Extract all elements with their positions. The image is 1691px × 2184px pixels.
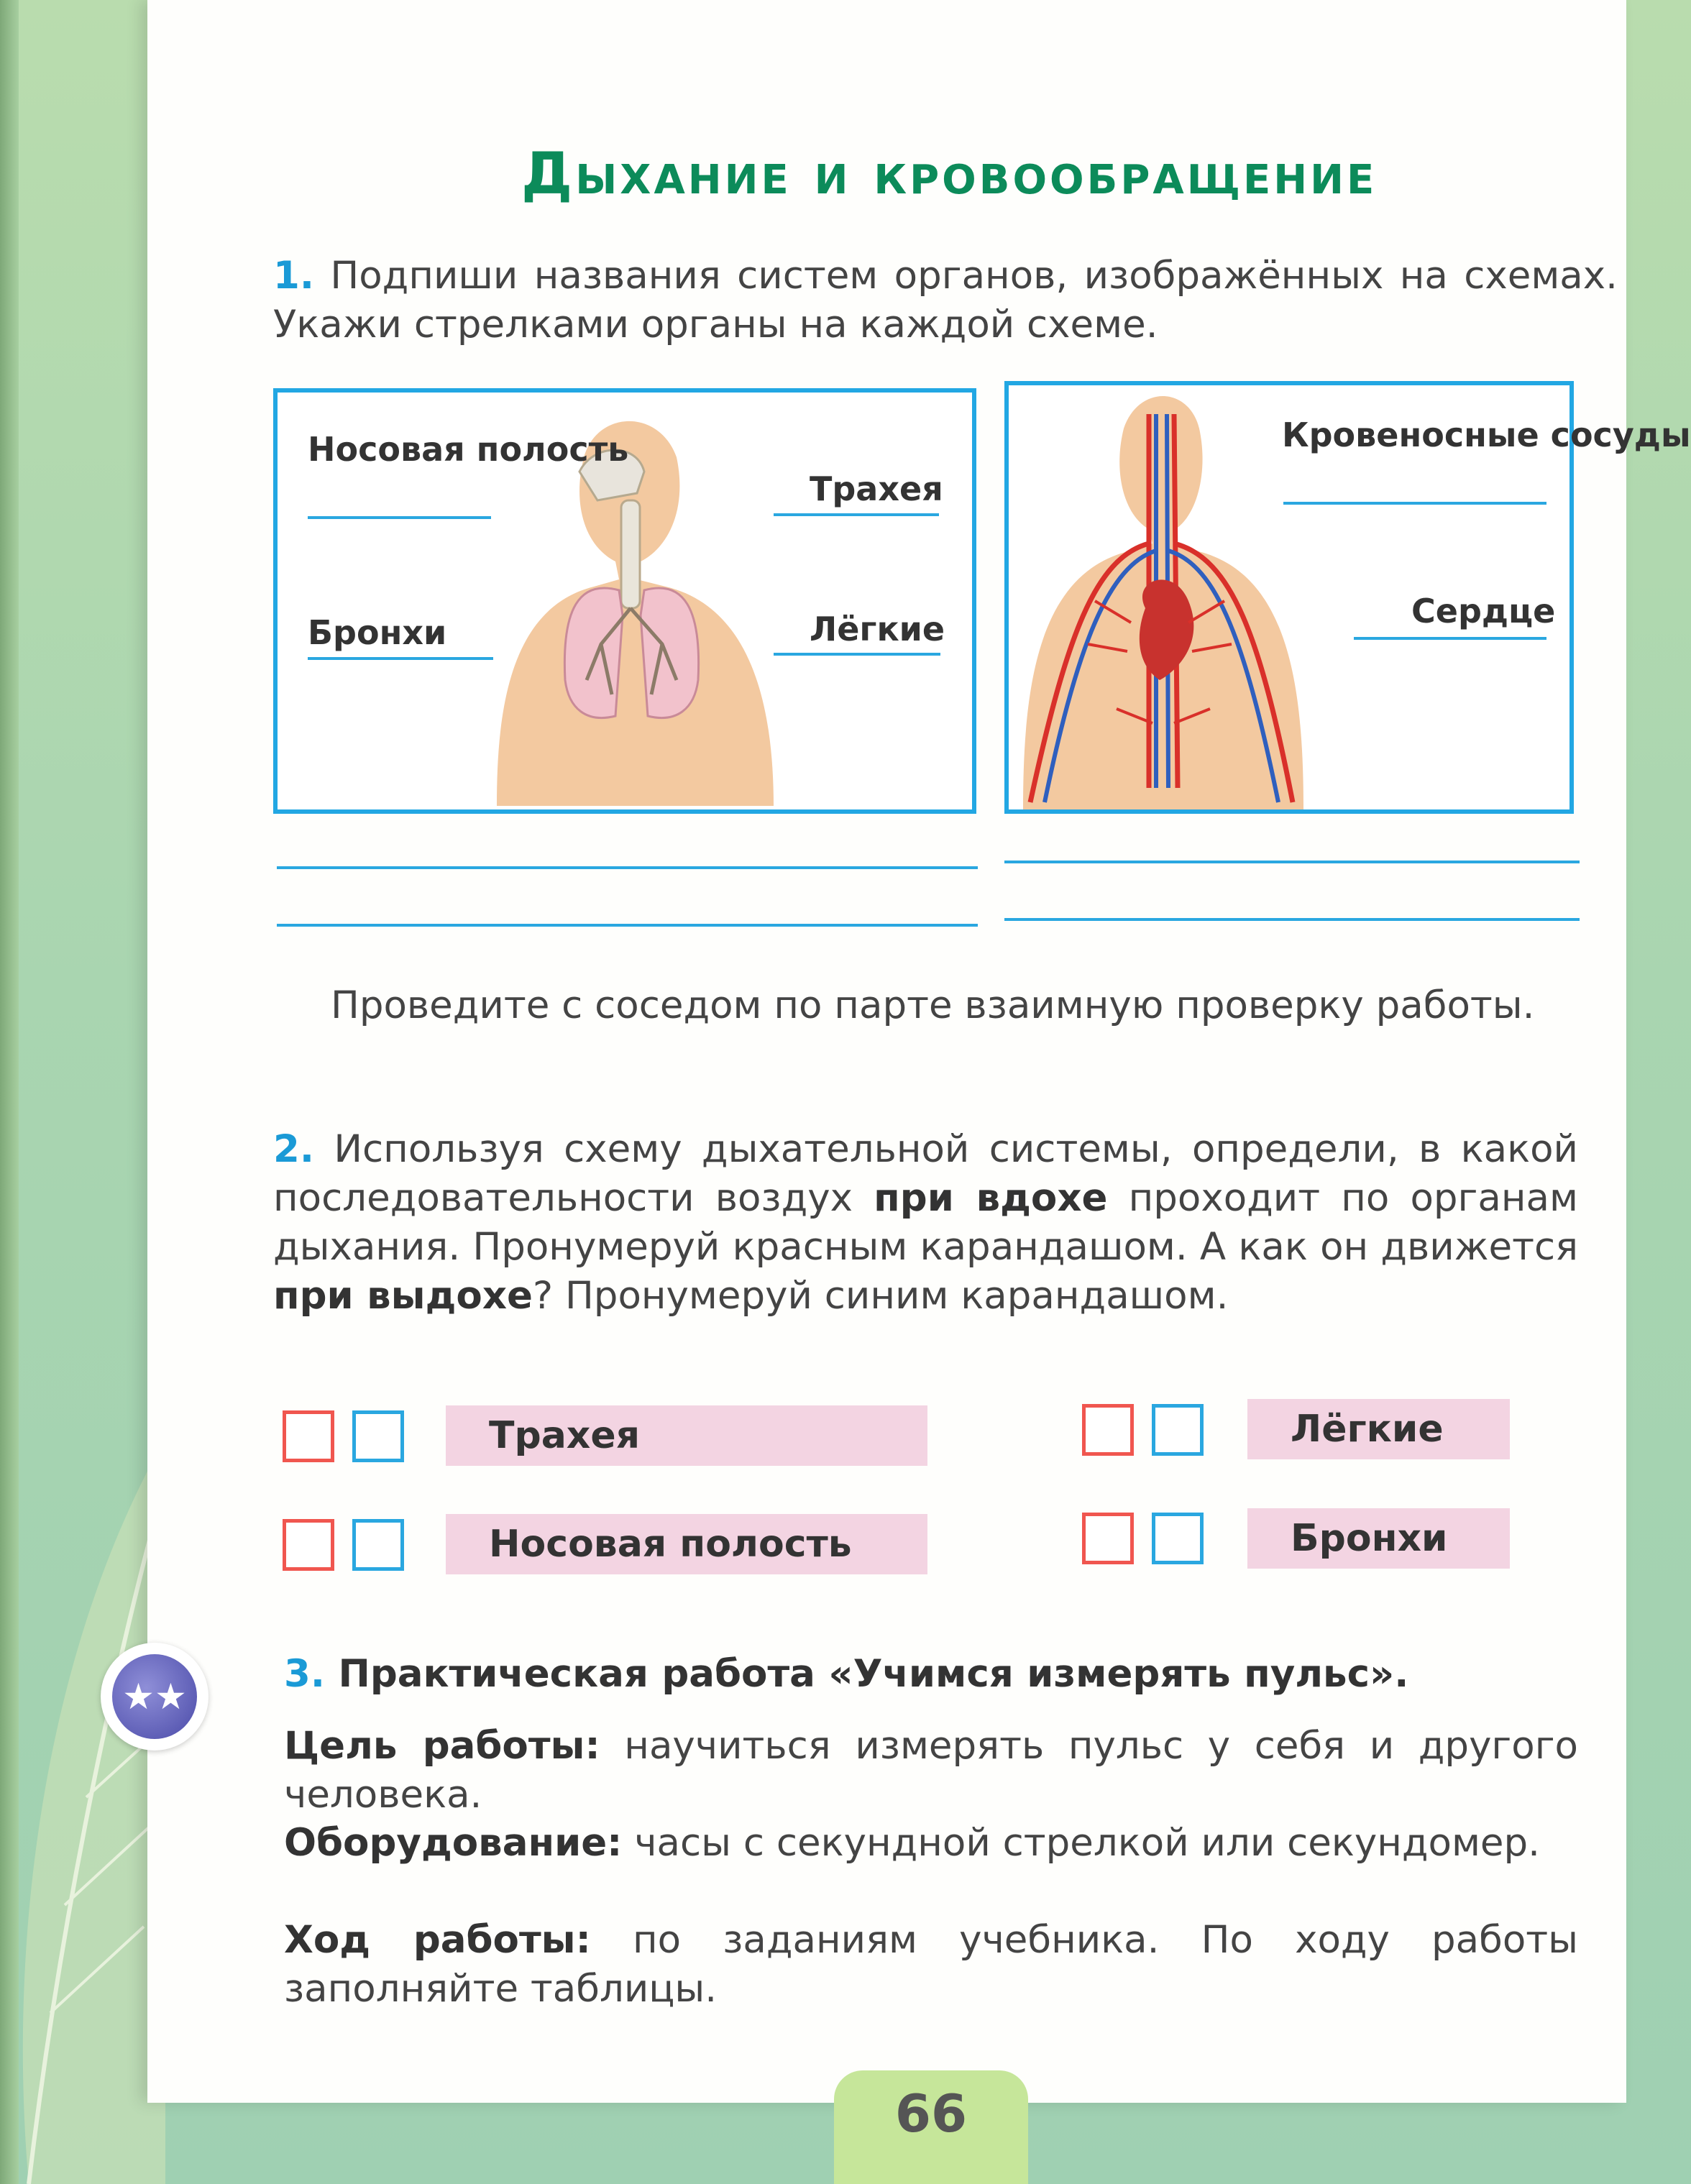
exhale-number-box-nasal[interactable] [352, 1519, 404, 1571]
writing-line-right-1[interactable] [1004, 861, 1580, 863]
label-heart: Сердце [1411, 592, 1556, 630]
task2-text-part2: проходит по органам дыхания. Пронумеруй красным карандашом. А как он движется [273, 1176, 1578, 1269]
respiratory-scheme-panel [273, 388, 976, 814]
goal-text: научиться измерять пульс у себя и другого человека. [284, 1724, 1578, 1817]
inhale-number-box-lungs[interactable] [1082, 1404, 1134, 1456]
task2-exhale: при выдохе [273, 1274, 533, 1318]
circulatory-scheme-panel [1004, 381, 1691, 814]
writing-line-left-1[interactable] [277, 866, 978, 869]
page-number: 66 [834, 2070, 1028, 2184]
peer-check-text: Проведите с соседом по парте взаимную проверку работы. [331, 983, 1535, 1027]
label-nasal-cavity: Носовая полость [308, 430, 629, 469]
inhale-number-box-bronchi[interactable] [1082, 1513, 1134, 1564]
exhale-number-box-bronchi[interactable] [1152, 1513, 1204, 1564]
label-bronchi: Бронхи [308, 613, 447, 652]
answer-line-trachea[interactable] [774, 513, 939, 516]
answer-line-lungs[interactable] [774, 653, 940, 656]
task2-text [273, 1125, 1578, 1321]
label-lungs: Лёгкие [810, 610, 945, 648]
procedure-label: Ход работы: [284, 1918, 591, 1962]
practical-work-badge [101, 1643, 208, 1751]
goal-label: Цель работы: [284, 1724, 600, 1768]
procedure-text: по заданиям учебника. По ходу работы заполняйте таблицы. [284, 1918, 1578, 2011]
task3-procedure [284, 1916, 1578, 2014]
workbook-page [147, 0, 1691, 2103]
exhale-number-box-trachea[interactable] [352, 1410, 404, 1462]
writing-line-left-2[interactable] [277, 924, 978, 927]
answer-line-bronchi[interactable] [308, 657, 493, 660]
answer-line-heart[interactable] [1354, 637, 1546, 640]
task2-text-part1: Используя схему дыхательной системы, определи, в какой последовательности воздух [273, 1127, 1578, 1220]
task3-title: Практическая работа «Учимся измерять пульс». [338, 1652, 1409, 1696]
task3-number: 3. [284, 1652, 326, 1696]
equipment-text: часы с секундной стрелкой или секундомер. [622, 1821, 1541, 1865]
inhale-number-box-trachea[interactable] [283, 1410, 334, 1462]
task1-number: 1. [273, 254, 315, 298]
inhale-number-box-nasal[interactable] [283, 1519, 334, 1571]
page-title: Дыхание и кровообращение [521, 140, 1378, 207]
organ-trachea: Трахея [446, 1405, 927, 1466]
organ-bronchi: Бронхи [1247, 1508, 1510, 1569]
organ-lungs: Лёгкие [1247, 1399, 1510, 1459]
label-trachea: Трахея [810, 469, 943, 508]
task3-equipment [284, 1819, 1578, 1868]
task1-instruction: Подпиши названия систем органов, изображённых на схемах. Укажи стрелками органы на каждой схеме. [273, 254, 1618, 347]
task2-text-part3: ? Пронумеруй синим карандашом. [532, 1274, 1229, 1318]
task3-heading [284, 1650, 1578, 1699]
answer-line-vessels[interactable] [1283, 502, 1546, 505]
equipment-label: Оборудование: [284, 1821, 623, 1865]
two-stars-icon: ★★ [112, 1654, 197, 1739]
task1-text [273, 252, 1618, 349]
task2-number: 2. [273, 1127, 315, 1171]
task3-goal [284, 1722, 1578, 1820]
answer-line-nasal[interactable] [308, 516, 491, 519]
leaf-decoration [0, 1078, 165, 2184]
writing-line-right-2[interactable] [1004, 918, 1580, 921]
task2-inhale: при вдохе [874, 1176, 1108, 1220]
label-blood-vessels: Кровеносные сосуды [1282, 416, 1691, 454]
organ-nasal-cavity: Носовая полость [446, 1514, 927, 1574]
exhale-number-box-lungs[interactable] [1152, 1404, 1204, 1456]
